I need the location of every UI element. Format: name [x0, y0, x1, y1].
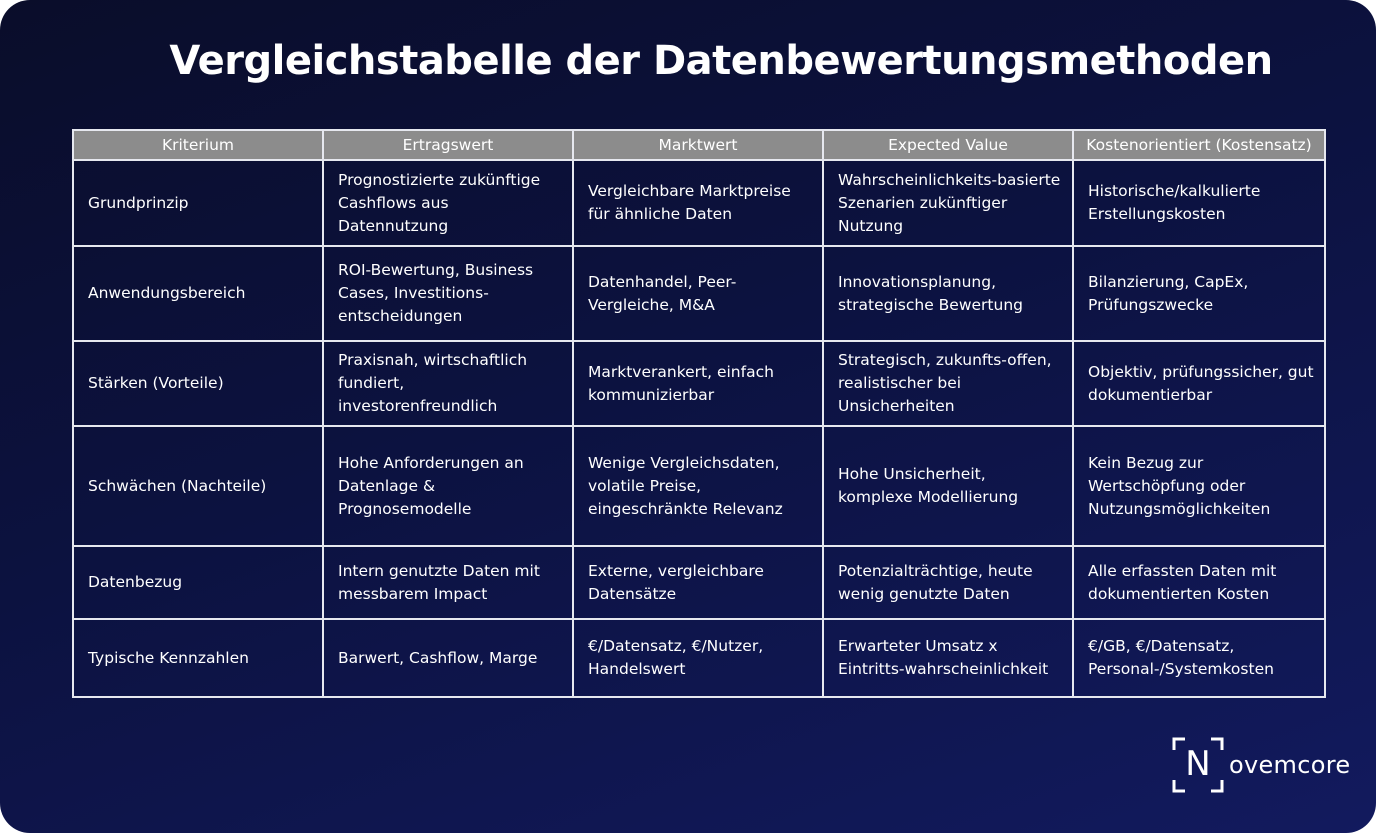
row-label: Grundprinzip [73, 160, 323, 246]
row-label: Datenbezug [73, 546, 323, 619]
table-cell: Strategisch, zukunfts-offen, realistischer bei Unsicherheiten [823, 341, 1073, 426]
table-cell: €/Datensatz, €/Nutzer, Handelswert [573, 619, 823, 697]
table-header-row [73, 130, 1325, 160]
table-cell: Marktverankert, einfach kommunizierbar [573, 341, 823, 426]
page-title: Vergleichstabelle der Datenbewertungsmethoden [169, 38, 1273, 84]
table-cell: Erwarteter Umsatz x Eintritts-wahrscheinlichkeit [823, 619, 1073, 697]
table-cell: Kein Bezug zur Wertschöpfung oder Nutzungsmöglichkeiten [1073, 426, 1325, 546]
table-cell: Hohe Unsicherheit, komplexe Modellierung [823, 426, 1073, 546]
row-label: Anwendungsbereich [73, 246, 323, 341]
table-row [73, 546, 1325, 619]
table-row [73, 619, 1325, 697]
table-cell: Potenzialträchtige, heute wenig genutzte Daten [823, 546, 1073, 619]
table-cell: Hohe Anforderungen an Datenlage & Prognosemodelle [323, 426, 573, 546]
table-cell: Historische/kalkulierte Erstellungskosten [1073, 160, 1325, 246]
table-cell: Barwert, Cashflow, Marge [323, 619, 573, 697]
header-kostenorientiert: Kostenorientiert (Kostensatz) [1073, 130, 1325, 160]
header-marktwert: Marktwert [573, 130, 823, 160]
table-cell: Objektiv, prüfungssicher, gut dokumentierbar [1073, 341, 1325, 426]
table-cell: Prognostizierte zukünftige Cashflows aus Datennutzung [323, 160, 573, 246]
table-row [73, 341, 1325, 426]
header-expected-value: Expected Value [823, 130, 1073, 160]
logo-wordmark: ovemcore [1229, 751, 1351, 779]
table-cell: Intern genutzte Daten mit messbarem Impact [323, 546, 573, 619]
table-row [73, 246, 1325, 341]
table-cell: Innovationsplanung, strategische Bewertung [823, 246, 1073, 341]
table-cell: Alle erfassten Daten mit dokumentierten Kosten [1073, 546, 1325, 619]
table-cell: ROI-Bewertung, Business Cases, Investitions-entscheidungen [323, 246, 573, 341]
table-cell: Wahrscheinlichkeits-basierte Szenarien zukünftiger Nutzung [823, 160, 1073, 246]
row-label: Stärken (Vorteile) [73, 341, 323, 426]
comparison-table [72, 129, 1326, 698]
header-kriterium: Kriterium [73, 130, 323, 160]
table-row [73, 426, 1325, 546]
row-label: Typische Kennzahlen [73, 619, 323, 697]
row-label: Schwächen (Nachteile) [73, 426, 323, 546]
table-cell: Bilanzierung, CapEx, Prüfungszwecke [1073, 246, 1325, 341]
brand-logo [1171, 736, 1351, 796]
table-cell: €/GB, €/Datensatz, Personal-/Systemkosten [1073, 619, 1325, 697]
table-cell: Wenige Vergleichsdaten, volatile Preise, eingeschränkte Relevanz [573, 426, 823, 546]
logo-letter: N [1185, 744, 1211, 784]
table-cell: Externe, vergleichbare Datensätze [573, 546, 823, 619]
table-cell: Datenhandel, Peer-Vergleiche, M&A [573, 246, 823, 341]
header-ertragswert: Ertragswert [323, 130, 573, 160]
table-cell: Praxisnah, wirtschaftlich fundiert, investorenfreundlich [323, 341, 573, 426]
table-cell: Vergleichbare Marktpreise für ähnliche Daten [573, 160, 823, 246]
table-row [73, 160, 1325, 246]
